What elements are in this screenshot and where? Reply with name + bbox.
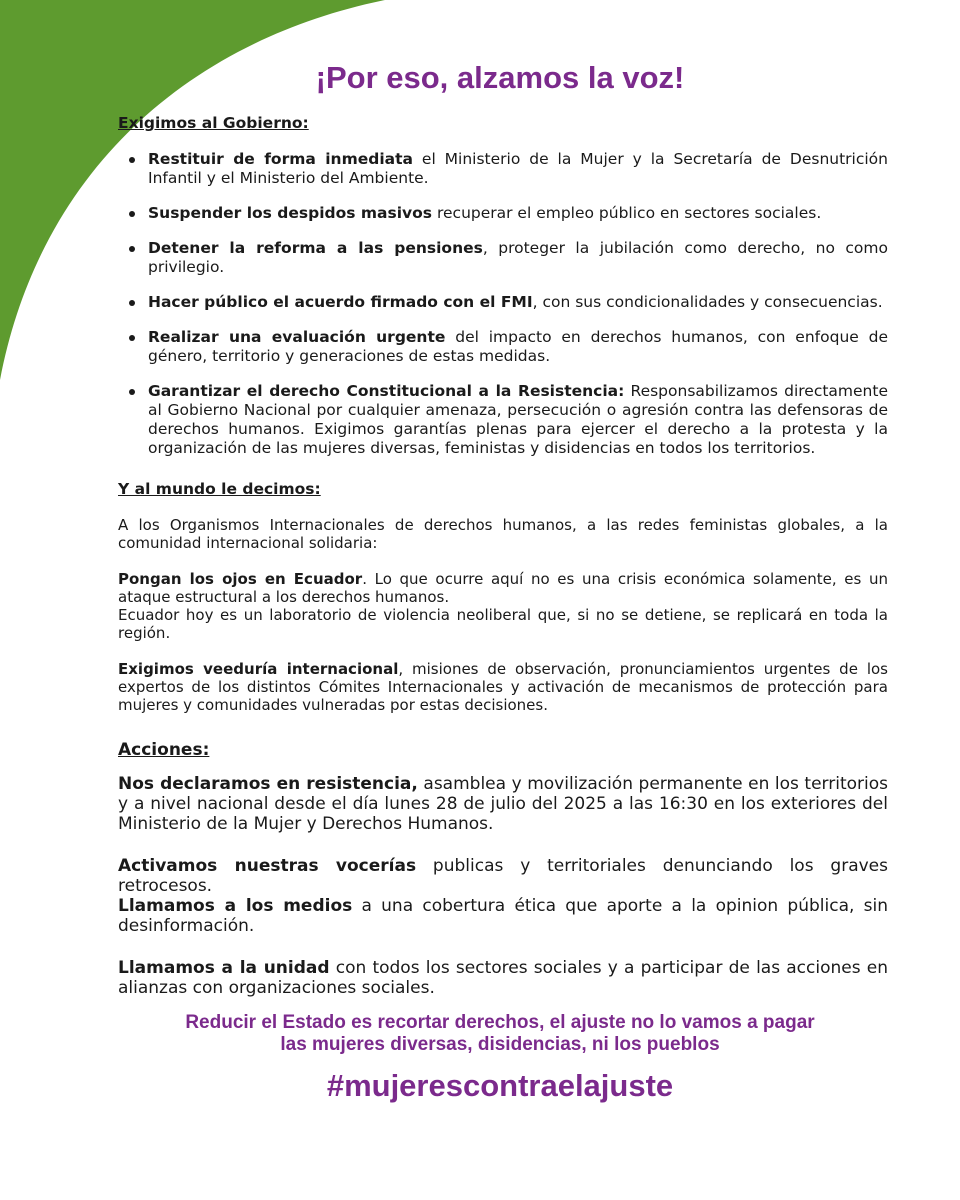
world-p1-bold: Pongan los ojos en Ecuador	[118, 570, 363, 588]
closing-statement	[0, 1012, 960, 1056]
world-paragraph-2	[118, 660, 888, 714]
action-1-bold: Nos declaramos en resistencia,	[118, 774, 418, 794]
list-item-bold: Realizar una evaluación urgente	[148, 328, 446, 346]
list-item-text: , proteger la jubilación como derecho, no como privilegio.	[148, 239, 888, 276]
list-item	[118, 382, 888, 458]
action-4-text: con todos los sectores sociales y a participar de las acciones en alianzas con organizaciones sociales.	[118, 958, 888, 998]
list-item-bold: Detener la reforma a las pensiones	[148, 239, 483, 257]
gov-heading: Exigimos al Gobierno:	[118, 114, 309, 132]
closing-line-2: las mujeres diversas, disidencias, ni los pueblos	[280, 1034, 720, 1055]
list-item	[118, 328, 888, 366]
list-item-bold: Restituir de forma inmediata	[148, 150, 413, 168]
page-title: ¡Por eso, alzamos la voz!	[315, 60, 685, 95]
list-item-text: del impacto en derechos humanos, con enfoque de género, territorio y generaciones de estas medidas.	[148, 328, 889, 365]
action-2-text: publicas y territoriales denunciando los graves retrocesos.	[118, 856, 888, 896]
action-paragraph-2	[118, 856, 888, 896]
list-item	[118, 150, 888, 188]
action-3-bold: Llamamos a los medios	[118, 896, 353, 916]
action-3-text: a una cobertura ética que aporte a la opinion pública, sin desinformación.	[118, 896, 888, 936]
document-body	[118, 114, 888, 998]
gov-demands-list	[118, 150, 888, 458]
action-4-bold: Llamamos a la unidad	[118, 958, 330, 978]
action-paragraph-1	[118, 774, 888, 834]
list-item-text: recuperar el empleo público en sectores sociales.	[432, 204, 822, 222]
list-item-text: , con sus condicionalidades y consecuencias.	[532, 293, 883, 311]
action-paragraph-4	[118, 958, 888, 998]
action-1-text: asamblea y movilización permanente en los territorios y a nivel nacional desde el día lunes 28 de julio del 2025 a las 16:30 en los exteriores del Ministerio de la Mujer y Derechos Humanos.	[118, 774, 888, 834]
hashtag: #mujerescontraelajuste	[326, 1068, 674, 1103]
world-p1-text: . Lo que ocurre aquí no es una crisis económica solamente, es un ataque estructural a los derechos humanos.	[118, 570, 888, 606]
list-item	[118, 239, 888, 277]
list-item	[118, 204, 888, 223]
world-heading: Y al mundo le decimos:	[118, 480, 321, 498]
list-item-text: el Ministerio de la Mujer y la Secretaría de Desnutrición Infantil y el Ministerio del Ambiente.	[148, 150, 888, 187]
world-intro: A los Organismos Internacionales de derechos humanos, a las redes feministas globales, a la comunidad internacional solidaria:	[118, 516, 888, 552]
action-paragraph-3	[118, 896, 888, 936]
list-item-text: Responsabilizamos directamente al Gobierno Nacional por cualquier amenaza, persecución o agresión contra las defensoras de derechos humanos. Exigimos garantías plenas para ejercer el derecho a la protesta y la organización de las mujeres diversas, feministas y disidencias en todos los territorios.	[148, 382, 888, 457]
list-item-bold: Garantizar el derecho Constitucional a la Resistencia:	[148, 382, 625, 400]
world-p2-text: , misiones de observación, pronunciamientos urgentes de los expertos de los distintos Cómites Internacionales y activación de mecanismos de protección para mujeres y comunidades vulneradas por estas decisiones.	[118, 660, 888, 714]
closing-line-1: Reducir el Estado es recortar derechos, el ajuste no lo vamos a pagar	[185, 1012, 815, 1033]
world-paragraph-1	[118, 570, 888, 606]
actions-heading: Acciones:	[118, 740, 210, 760]
list-item-bold: Suspender los despidos masivos	[148, 204, 433, 222]
list-item	[118, 293, 888, 312]
world-paragraph-1b: Ecuador hoy es un laboratorio de violencia neoliberal que, si no se detiene, se replicará en toda la región.	[118, 606, 888, 642]
action-2-bold: Activamos nuestras vocerías	[118, 856, 417, 876]
list-item-bold: Hacer público el acuerdo firmado con el FMI	[148, 293, 533, 311]
world-p2-bold: Exigimos veeduría internacional	[118, 660, 399, 678]
